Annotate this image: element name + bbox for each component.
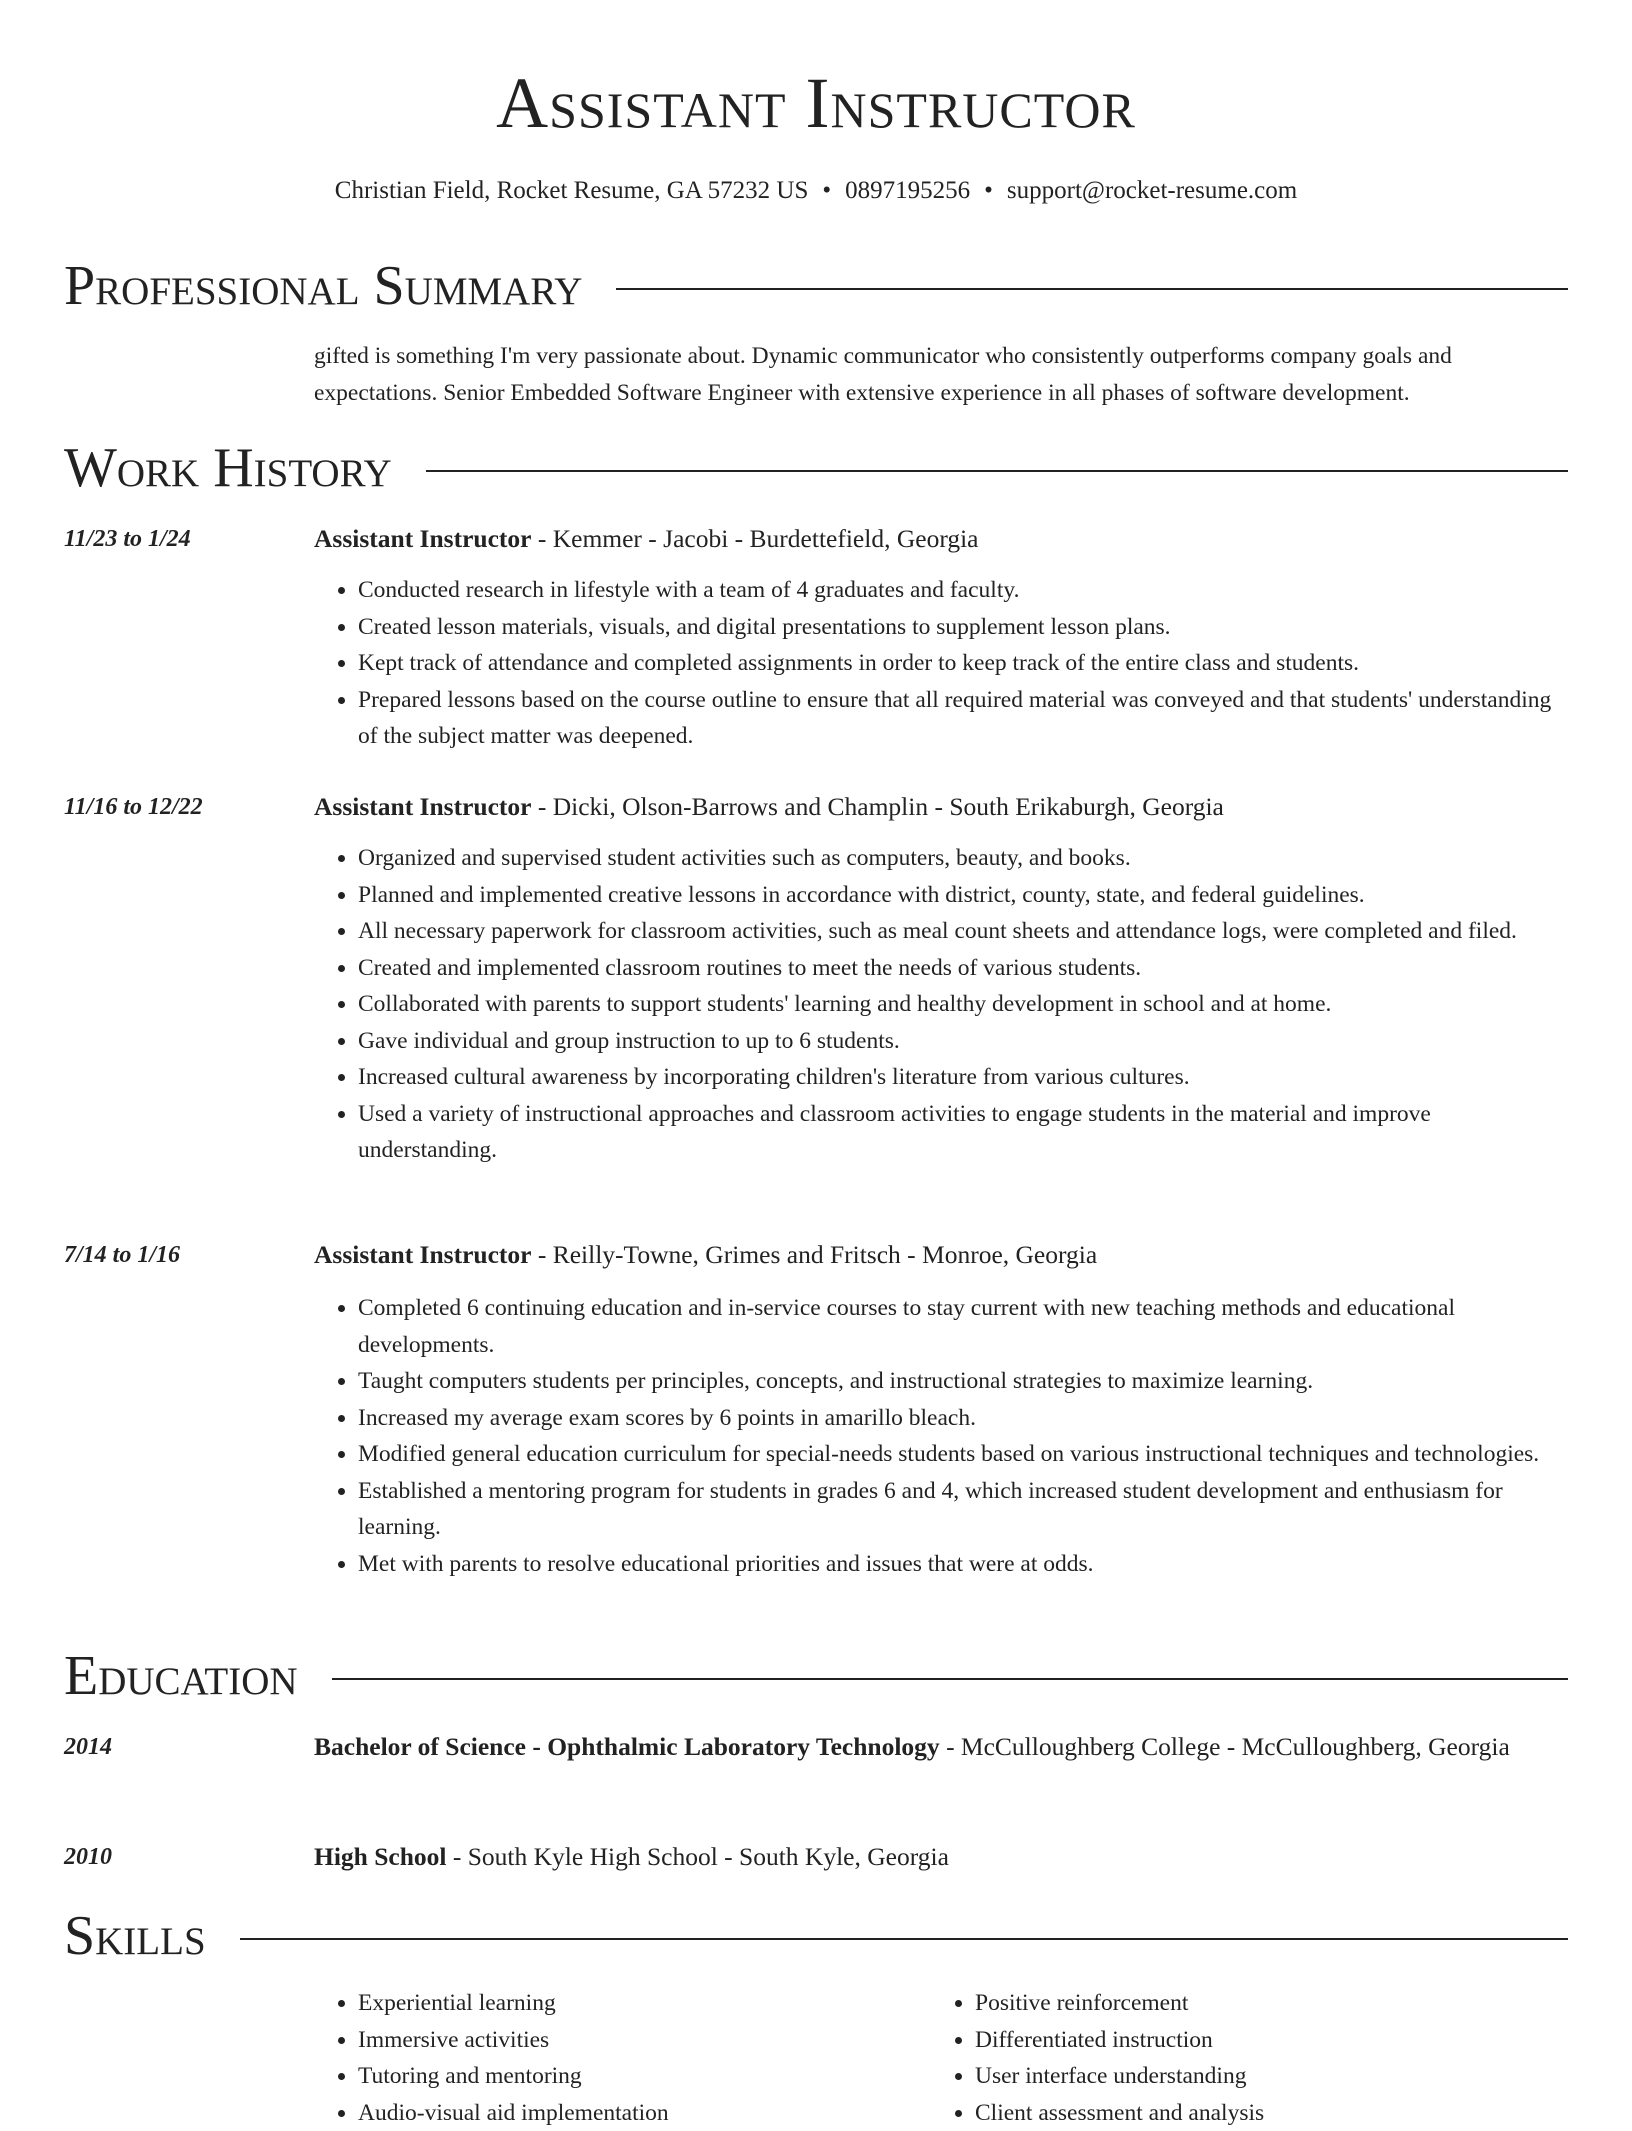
skills-column-right	[931, 1985, 1548, 2131]
skill-item: • Tutoring and mentoring	[358, 2058, 931, 2095]
work-bullets	[314, 1290, 1574, 1582]
skill-item: • Differentiated instruction	[975, 2022, 1548, 2059]
skill-item: • Positive reinforcement	[975, 1985, 1548, 2022]
education-heading	[314, 1838, 1574, 1876]
work-date: 7/14 to 1/16	[64, 1236, 180, 1274]
section-title-education: Education	[64, 1644, 298, 1708]
list-item: • Completed 6 continuing education and in-service courses to stay current with new teaching methods and educational developments.	[358, 1290, 1574, 1363]
education-date: 2014	[64, 1728, 112, 1766]
contact-address: Christian Field, Rocket Resume, GA 57232 US	[335, 177, 809, 204]
work-date: 11/23 to 1/24	[64, 520, 191, 558]
education-degree: High School	[314, 1842, 447, 1871]
section-heading-skills	[64, 1904, 1568, 1968]
page-title: Assistant Instructor	[0, 58, 1632, 148]
section-divider	[616, 288, 1568, 290]
list-item: • Kept track of attendance and completed assignments in order to keep track of the entire class and students.	[358, 645, 1574, 682]
section-divider	[426, 470, 1568, 472]
list-item: • Increased cultural awareness by incorporating children's literature from various cultures.	[358, 1059, 1574, 1096]
list-item: • Increased my average exam scores by 6 points in amarillo bleach.	[358, 1400, 1574, 1437]
list-item: • Established a mentoring program for students in grades 6 and 4, which increased student development and enthusiasm for learning.	[358, 1473, 1574, 1546]
work-heading	[314, 1236, 1574, 1274]
section-heading-summary	[64, 254, 1568, 318]
education-degree: Bachelor of Science - Ophthalmic Laboratory Technology	[314, 1732, 940, 1761]
list-item: • Modified general education curriculum for special-needs students based on various instructional techniques and technologies.	[358, 1436, 1574, 1473]
list-item: • Met with parents to resolve educational priorities and issues that were at odds.	[358, 1546, 1574, 1583]
section-divider	[240, 1938, 1568, 1940]
list-item: • Created lesson materials, visuals, and digital presentations to supplement lesson plans.	[358, 609, 1574, 646]
skills-column-left	[314, 1985, 931, 2131]
list-item: • Gave individual and group instruction to up to 6 students.	[358, 1023, 1574, 1060]
contact-phone: 0897195256	[845, 177, 970, 204]
work-employer: - Reilly-Towne, Grimes and Fritsch - Monroe, Georgia	[531, 1240, 1097, 1269]
section-title-skills: Skills	[64, 1904, 206, 1968]
education-school: - McCulloughberg College - McCulloughberg, Georgia	[940, 1732, 1510, 1761]
list-item: • Created and implemented classroom routines to meet the needs of various students.	[358, 950, 1574, 987]
contact-email: support@rocket-resume.com	[1007, 177, 1297, 204]
work-heading	[314, 788, 1574, 826]
work-title: Assistant Instructor	[314, 1240, 531, 1269]
section-divider	[332, 1678, 1568, 1680]
work-title: Assistant Instructor	[314, 524, 531, 553]
skills-list	[314, 1985, 1574, 2131]
skill-item: • Experiential learning	[358, 1985, 931, 2022]
contact-separator: •	[984, 177, 993, 204]
work-heading	[314, 520, 1574, 558]
list-item: • Conducted research in lifestyle with a team of 4 graduates and faculty.	[358, 572, 1574, 609]
section-heading-work	[64, 436, 1568, 500]
section-heading-education	[64, 1644, 1568, 1708]
work-bullets	[314, 572, 1574, 755]
work-employer: - Kemmer - Jacobi - Burdettefield, Georgia	[531, 524, 978, 553]
skill-item: • Immersive activities	[358, 2022, 931, 2059]
work-date: 11/16 to 12/22	[64, 788, 203, 826]
work-bullets	[314, 840, 1574, 1169]
section-title-summary: Professional Summary	[64, 254, 582, 318]
education-school: - South Kyle High School - South Kyle, Georgia	[447, 1842, 949, 1871]
list-item: • All necessary paperwork for classroom activities, such as meal count sheets and attendance logs, were completed and filed.	[358, 913, 1574, 950]
summary-text: gifted is something I'm very passionate about. Dynamic communicator who consistently outperforms company goals and expectations. Senior Embedded Software Engineer with extensive experience in all phases of software development.	[314, 338, 1574, 411]
contact-separator: •	[822, 177, 831, 204]
list-item: • Planned and implemented creative lessons in accordance with district, county, state, and federal guidelines.	[358, 877, 1574, 914]
skill-item: • Client assessment and analysis	[975, 2095, 1548, 2131]
list-item: • Used a variety of instructional approaches and classroom activities to engage students in the material and improve understanding.	[358, 1096, 1574, 1169]
education-date: 2010	[64, 1838, 112, 1876]
work-employer: - Dicki, Olson-Barrows and Champlin - South Erikaburgh, Georgia	[531, 792, 1223, 821]
list-item: • Organized and supervised student activities such as computers, beauty, and books.	[358, 840, 1574, 877]
list-item: • Collaborated with parents to support students' learning and healthy development in school and at home.	[358, 986, 1574, 1023]
education-heading	[314, 1728, 1574, 1766]
work-title: Assistant Instructor	[314, 792, 531, 821]
skill-item: • User interface understanding	[975, 2058, 1548, 2095]
contact-line	[0, 174, 1632, 208]
skill-item: • Audio-visual aid implementation	[358, 2095, 931, 2131]
list-item: • Taught computers students per principles, concepts, and instructional strategies to maximize learning.	[358, 1363, 1574, 1400]
section-title-work: Work History	[64, 436, 392, 500]
list-item: • Prepared lessons based on the course outline to ensure that all required material was conveyed and that students' understanding of the subject matter was deepened.	[358, 682, 1574, 755]
